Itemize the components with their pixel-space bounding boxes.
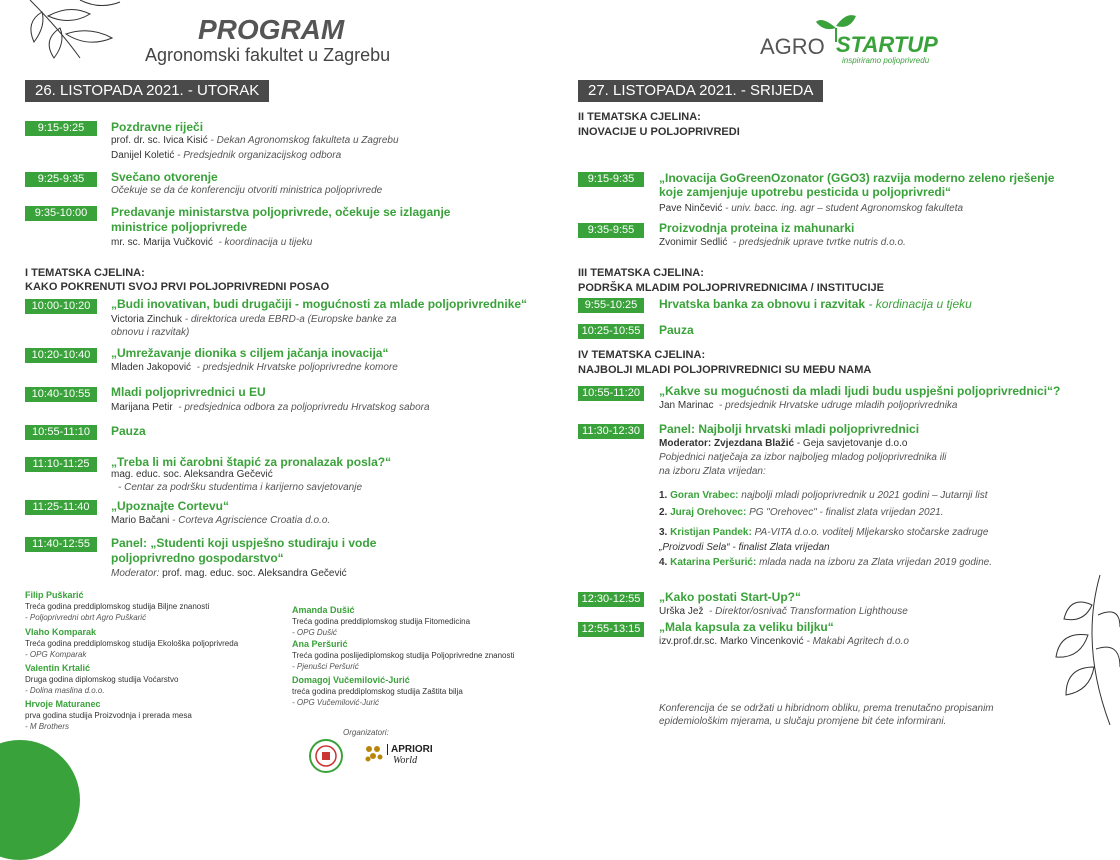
speaker-line — [111, 361, 398, 375]
student-name: Vlaho Komparak — [25, 627, 97, 637]
student-entry — [292, 675, 562, 708]
time-badge: 9:35-10:00 — [25, 206, 97, 221]
speaker-line — [111, 514, 330, 528]
session-title: Pauza — [659, 323, 694, 337]
time-badge: 10:20-10:40 — [25, 348, 97, 363]
student-study: Treća godina preddiplomskog studija Biljne znanosti — [25, 602, 210, 611]
session-title: Proizvodnja proteina iz mahunarki — [659, 221, 855, 235]
speaker-name: Victoria Zinchuk — [111, 314, 182, 325]
panelist-3 — [659, 526, 988, 540]
speaker-role: - koordinacija u tijeku — [218, 237, 313, 248]
student-org: - Dolina maslina d.o.o. — [25, 686, 105, 695]
speaker-name: Jan Marinac — [659, 400, 714, 411]
session-title: „Mala kapsula za veliku biljku“ — [659, 620, 834, 634]
speaker-name: izv.prof.dr.sc. Marko Vincenković — [659, 636, 804, 647]
page-title: PROGRAM — [198, 14, 345, 45]
leaf-branch-right-icon — [1040, 575, 1120, 725]
time-badge: 9:55-10:25 — [578, 298, 644, 313]
speaker-name: Pave Ninčević — [659, 203, 723, 214]
speaker-role: - direktorica ureda EBRD-a (Europske banke za — [184, 314, 397, 325]
agro-startup-logo — [760, 12, 938, 72]
session-note: Očekuje se da će konferenciju otvoriti ministrica poljoprivrede — [111, 185, 383, 196]
student-entry — [292, 605, 562, 639]
speaker-name: Zvonimir Sedlić — [659, 237, 728, 248]
student-name: Amanda Dušić — [292, 605, 355, 615]
student-entry — [25, 699, 295, 732]
time-badge: 12:30-12:55 — [578, 592, 644, 607]
page-subtitle: Agronomski fakultet u Zagrebu — [145, 45, 391, 65]
panel-description-cont: na izboru Zlata vrijedan: — [659, 466, 766, 477]
speaker-role: - Corteva Agriscience Croatia d.o.o. — [172, 515, 331, 526]
moderator-line — [659, 437, 907, 451]
world-text: World — [393, 755, 418, 766]
apriori-dots-icon — [363, 743, 385, 765]
speaker-name: prof. dr. sc. Ivica Kisić — [111, 135, 208, 146]
speaker-role: - predsjednica odbora za poljoprivredu Hrvatskog sabora — [178, 402, 430, 413]
time-badge: 10:40-10:55 — [25, 387, 97, 402]
time-badge: 9:15-9:35 — [578, 172, 644, 187]
panelist-name: Juraj Orehovec: — [670, 507, 747, 518]
speaker-line — [111, 149, 341, 163]
speaker-line — [659, 605, 908, 619]
student-org: - OPG Komparak — [25, 650, 87, 659]
speaker-name: Danijel Koletić — [111, 150, 175, 161]
organizers-label: Organizatori: — [343, 728, 389, 737]
session-title-line — [659, 297, 972, 312]
time-badge: 11:25-11:40 — [25, 500, 97, 515]
day1-header: 26. LISTOPADA 2021. - UTORAK — [25, 80, 269, 102]
speaker-role: - Predsjednik organizacijskog odbora — [177, 150, 342, 161]
moderator-name: Moderator: Zvjezdana Blažić — [659, 438, 795, 449]
logo-startup: STARTUP — [836, 32, 938, 57]
panel-description: Pobjednici natječaja za izbor najboljeg mladog poljoprivrednika ili — [659, 452, 947, 463]
speaker-line — [111, 313, 397, 327]
speaker-role: - univ. bacc. ing. agr – student Agronomskog fakulteta — [725, 203, 964, 214]
time-badge: 10:55-11:10 — [25, 425, 97, 440]
apriori-logo — [387, 744, 433, 766]
panelist-number: 4. — [659, 557, 668, 568]
panelist-name: Kristijan Pandek: — [670, 527, 752, 538]
student-org: - Poljoprivredni obrt Agro Puškarić — [25, 613, 147, 622]
session-title: Hrvatska banka za obnovu i razvitak — [659, 297, 866, 311]
student-study: Druga godina diplomskog studija Voćarstvo — [25, 675, 179, 684]
panelist-name: Goran Vrabec: — [670, 490, 739, 501]
session-title: Predavanje ministarstva poljoprivrede, očekuje se izlaganje — [111, 205, 451, 219]
moderator-label: Moderator: — [111, 568, 160, 579]
panelist-1 — [659, 489, 988, 503]
time-badge: 11:10-11:25 — [25, 457, 97, 472]
speaker-line — [659, 202, 963, 216]
logo-agro: AGRO — [760, 34, 825, 59]
session-title-cont: ministrice poljoprivrede — [111, 220, 248, 234]
logo-tagline: inspiriramo poljoprivredu — [842, 56, 930, 65]
section-heading: NAJBOLJI MLADI POLJOPRIVREDNICI SU MEĐU NAMA — [578, 364, 872, 376]
speaker-role: - Direktor/osnivač Transformation Lighthouse — [709, 606, 908, 617]
student-name: Hrvoje Maturanec — [25, 699, 101, 709]
panelist-number: 3. — [659, 527, 668, 538]
hybrid-note-cont: epidemiološkim mjerama, u slučaju promjene bit ćete informirani. — [659, 716, 947, 727]
speaker-name: mag. educ. soc. Aleksandra Gečević — [111, 469, 273, 480]
hybrid-note: Konferencija će se održati u hibridnom obliku, prema trenutačno propisanim — [659, 703, 994, 714]
time-badge: 9:25-9:35 — [25, 172, 97, 187]
session-title-role: - kordinacija u tjeku — [868, 297, 972, 311]
time-badge: 9:15-9:25 — [25, 121, 97, 136]
speaker-line — [111, 236, 312, 250]
speaker-line — [659, 635, 909, 649]
student-name: Valentin Krtalić — [25, 663, 91, 673]
speaker-role: - Centar za podršku studentima i karijerno savjetovanje — [118, 482, 363, 493]
speaker-line — [659, 399, 957, 413]
speaker-name: Marijana Petir — [111, 402, 173, 413]
session-title: Pozdravne riječi — [111, 120, 204, 134]
speaker-line — [111, 134, 399, 148]
student-entry — [25, 663, 295, 699]
session-title-cont: koje zamjenjuje upotrebu pesticida u poljoprivredi“ — [659, 185, 952, 199]
speaker-name: Mladen Jakopović — [111, 362, 192, 373]
session-title: Mladi poljoprivrednici u EU — [111, 385, 266, 399]
panelist-desc: PA-VITA d.o.o. voditelj Mljekarsko stočarske zadruge — [754, 527, 989, 538]
speaker-name: Urška Jež — [659, 606, 704, 617]
session-title: Panel: „Studenti koji uspješno studiraju i vode — [111, 536, 377, 550]
moderator-line — [111, 567, 347, 581]
speaker-line — [111, 401, 430, 415]
speaker-role: - predsjednik uprave tvrtke nutris d.o.o. — [732, 237, 906, 248]
student-org: - OPG Dušić — [292, 628, 337, 637]
time-badge: 11:30-12:30 — [578, 424, 644, 439]
session-title: Svečano otvorenje — [111, 170, 218, 184]
section-heading: PODRŠKA MLADIM POLJOPRIVREDNICIMA / INSTITUCIJE — [578, 282, 884, 294]
student-org: - Pjenušci Peršurić — [292, 662, 359, 671]
session-title: „Upoznajte Cortevu“ — [111, 499, 230, 513]
moderator-org: - Geja savjetovanje d.o.o — [796, 438, 908, 449]
student-org: - M Brothers — [25, 722, 70, 731]
panelist-2 — [659, 506, 943, 520]
panelist-4 — [659, 556, 992, 570]
student-name: Domagoj Vučemilović-Jurić — [292, 675, 410, 685]
session-title: „Inovacija GoGreenOzonator (GGO3) razvija moderno zeleno rješenje — [659, 171, 1055, 185]
speaker-line — [659, 236, 906, 250]
session-title: „Umrežavanje dionika s ciljem jačanja inovacija“ — [111, 346, 389, 360]
green-corner-shape — [0, 740, 80, 860]
student-entry — [25, 627, 295, 663]
time-badge: 10:25-10:55 — [578, 324, 644, 339]
speaker-role: - Makabi Agritech d.o.o — [806, 636, 909, 647]
time-badge: 10:55-11:20 — [578, 386, 644, 401]
student-entry — [25, 590, 295, 627]
student-name: Ana Peršurić — [292, 639, 348, 649]
student-org: - OPG Vučemilović-Jurić — [292, 698, 379, 707]
section-heading: INOVACIJE U POLJOPRIVREDI — [578, 126, 740, 138]
student-study: Treća godina preddiplomskog studija Ekološka poljoprivreda — [25, 639, 239, 648]
section-heading: II TEMATSKA CJELINA: — [578, 111, 701, 123]
moderator-name: prof. mag. educ. soc. Aleksandra Gečević — [162, 568, 347, 579]
student-name: Filip Puškarić — [25, 590, 84, 600]
panelist-number: 1. — [659, 490, 668, 501]
panel-students-left — [25, 590, 295, 732]
session-title: „Treba li mi čarobni štapić za pronalazak posla?“ — [111, 455, 392, 469]
student-entry — [292, 639, 562, 675]
session-title: Panel: Najbolji hrvatski mladi poljoprivrednici — [659, 422, 920, 436]
panelist-desc: najbolji mladi poljoprivrednik u 2021 godini – Jutarnji list — [741, 490, 988, 501]
section-heading: III TEMATSKA CJELINA: — [578, 267, 704, 279]
time-badge: 11:40-12:55 — [25, 537, 97, 552]
day2-header: 27. LISTOPADA 2021. - SRIJEDA — [578, 80, 823, 102]
student-study: treća godina preddiplomskog studija Zaštita bilja — [292, 687, 463, 696]
student-study: prva godina studija Proizvodnja i prerada mesa — [25, 711, 192, 720]
panelist-desc: PG "Orehovec" - finalist zlata vrijedan 2021. — [749, 507, 944, 518]
panelist-desc: mlada nada na izboru za Zlata vrijedan 2019 godine. — [759, 557, 992, 568]
panelist-number: 2. — [659, 507, 668, 518]
apriori-text: APRIORI — [387, 744, 433, 755]
time-badge: 12:55-13:15 — [578, 622, 644, 637]
section-heading: KAKO POKRENUTI SVOJ PRVI POLJOPRIVREDNI POSAO — [25, 281, 330, 293]
speaker-role: - Dekan Agronomskog fakulteta u Zagrebu — [210, 135, 399, 146]
leaf-branch-top-left-icon — [20, 0, 130, 60]
speaker-role-cont: obnovu i razvitak) — [111, 327, 190, 338]
session-title: „Kakve su mogućnosti da mladi ljudi budu uspješni poljoprivrednici“? — [659, 384, 1061, 398]
student-study: Treća godina preddiplomskog studija Fitomedicina — [292, 617, 471, 626]
panelist-name: Katarina Peršurić: — [670, 557, 757, 568]
session-title: „Budi inovativan, budi drugačiji - mogućnosti za mlade poljoprivrednike“ — [111, 297, 528, 311]
session-title: Pauza — [111, 424, 146, 438]
panel-students-right — [292, 605, 562, 708]
faculty-seal-icon — [308, 738, 344, 774]
time-badge: 9:35-9:55 — [578, 223, 644, 238]
time-badge: 10:00-10:20 — [25, 299, 97, 314]
speaker-role: - predsjednik Hrvatske udruge mladih poljoprivrednika — [719, 400, 958, 411]
session-title-cont: poljoprivredno gospodarstvo“ — [111, 551, 284, 565]
student-study: Treća godina poslijediplomskog studija Poljoprivredne znanosti — [292, 651, 515, 660]
section-heading: I TEMATSKA CJELINA: — [25, 267, 145, 279]
session-title: „Kako postati Start-Up?“ — [659, 590, 802, 604]
speaker-name: mr. sc. Marija Vučković — [111, 237, 213, 248]
section-heading: IV TEMATSKA CJELINA: — [578, 349, 706, 361]
speaker-role: - predsjednik Hrvatske poljoprivredne komore — [196, 362, 398, 373]
panelist-3-desc-cont: „Proizvodi Sela“ - finalist Zlata vrijedan — [659, 542, 830, 553]
speaker-name: Mario Bačani — [111, 515, 170, 526]
